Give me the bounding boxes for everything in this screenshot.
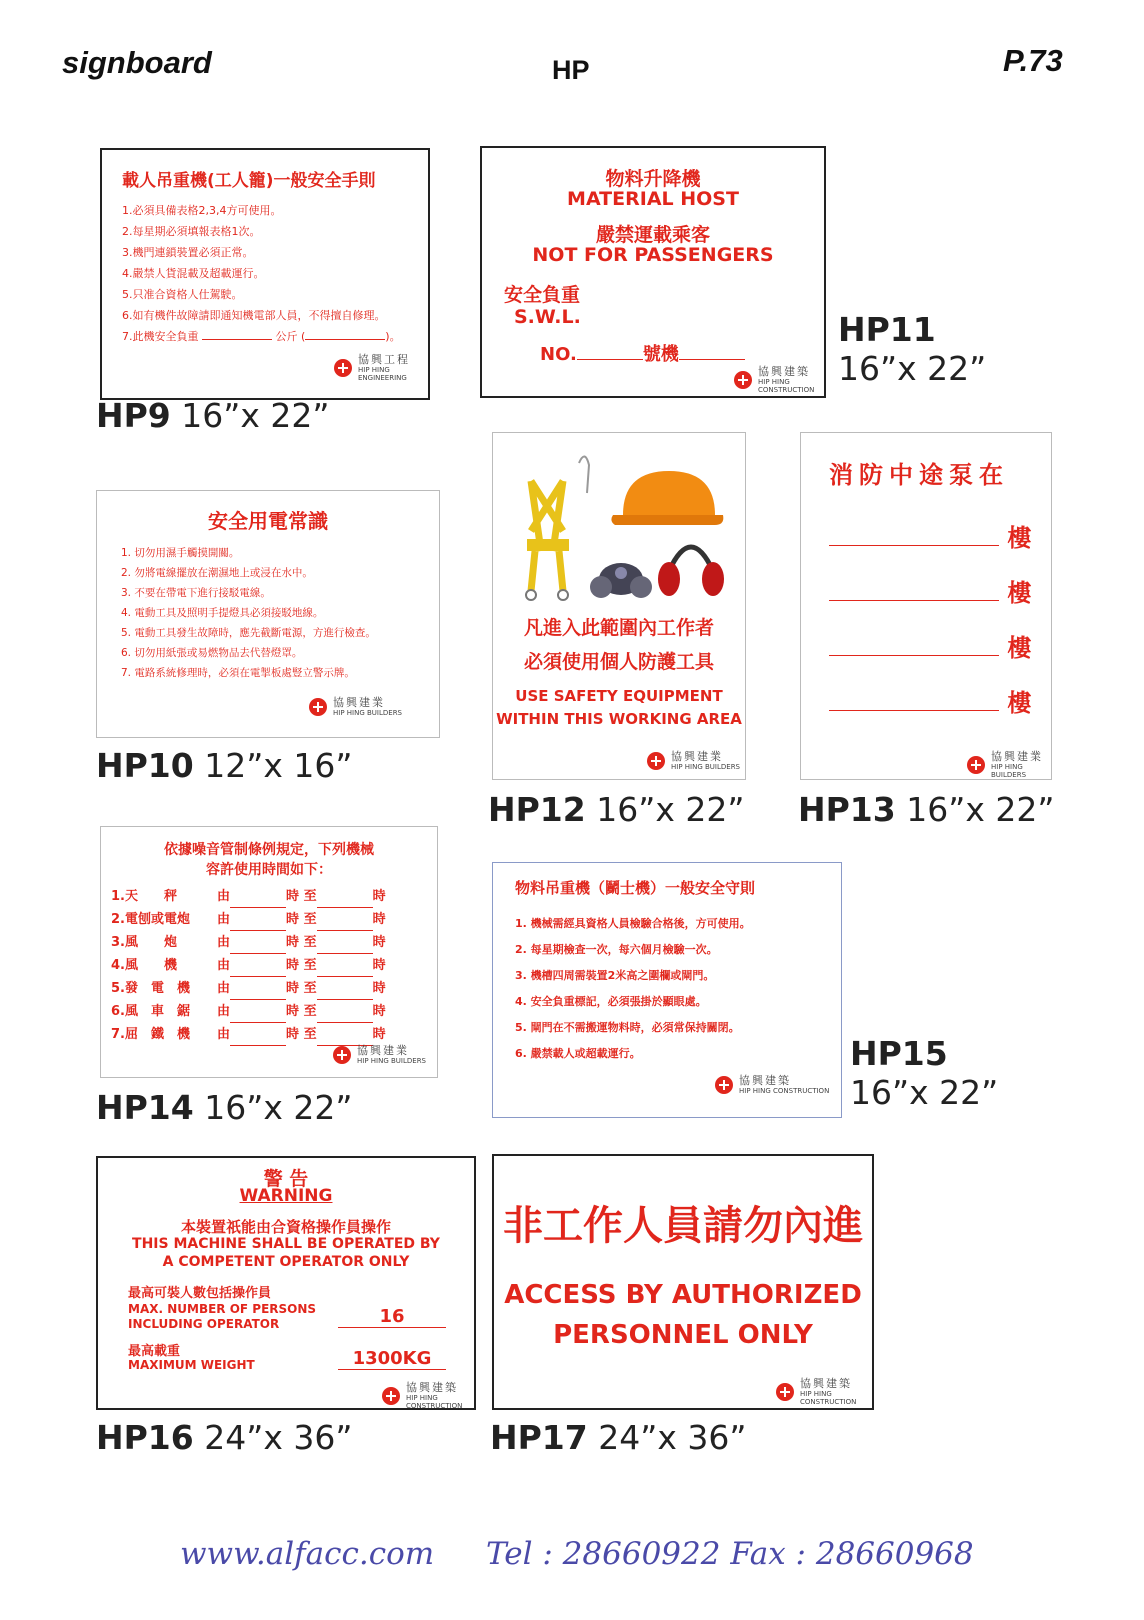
hp11-line5: 安全負重 [504, 284, 581, 306]
caption-size: 16”x 22” [906, 790, 1055, 829]
hp11-line6: S.W.L. [514, 306, 581, 328]
machine-name: 5.發 電 機 [111, 981, 190, 996]
hp16-line4: THIS MACHINE SHALL BE OPERATED BY [132, 1236, 440, 1252]
machine-name: 4.風 機 [111, 958, 177, 973]
logo-icon [967, 756, 985, 774]
hp13-floor-row [829, 621, 1031, 676]
footer-contact: Tel : 28660922 Fax : 28660968 [486, 1536, 974, 1572]
hp10-rules [121, 543, 376, 683]
caption-size: 16”x 22” [850, 1073, 999, 1112]
from-label: 由 [217, 1004, 231, 1019]
company-logo [333, 1045, 426, 1065]
machine-name: 6.風 車 鋸 [111, 1004, 190, 1019]
hp9-rule: 2.每星期必須填報表格1次。 [122, 225, 261, 238]
sign-hp13 [800, 432, 1052, 780]
hp13-floor-rows [829, 511, 1031, 731]
company-logo [967, 751, 1051, 779]
hp15-title: 物料吊重機（鬭士機）一般安全守則 [515, 879, 756, 897]
caption-size: 12”x 16” [204, 746, 353, 785]
hp10-rule: 3. 不要在帶電下進行接駁電線。 [121, 587, 271, 599]
hp16-line6: 最高可裝人數包括操作員 [128, 1286, 272, 1301]
hp14-machine-row [111, 977, 386, 1000]
from-label: 由 [217, 1027, 231, 1042]
hp13-floor-row [829, 676, 1031, 731]
to-label: 至 [303, 1004, 317, 1019]
hour-label: 時 [372, 1027, 386, 1042]
hp16-line10: MAXIMUM WEIGHT [128, 1358, 255, 1372]
header-left: signboard [62, 45, 212, 80]
hp11-line2: MATERIAL HOST [567, 188, 739, 210]
caption-size: 16”x 22” [838, 349, 987, 388]
hp16-warning-cn: 警 告 [263, 1168, 309, 1190]
logo-cn: 協興建業 [991, 750, 1043, 763]
hour-label: 時 [286, 981, 300, 996]
hard-hat-icon [611, 471, 723, 525]
company-logo [309, 697, 402, 717]
to-label: 至 [303, 889, 317, 904]
caption-hp16 [96, 1418, 352, 1457]
logo-icon [334, 359, 352, 377]
to-label: 至 [303, 1027, 317, 1042]
hour-label: 時 [286, 1004, 300, 1019]
floor-label: 樓 [1007, 524, 1032, 552]
logo-cn: 協興建業 [357, 1044, 409, 1057]
hour-label: 時 [372, 1004, 386, 1019]
floor-label: 樓 [1007, 689, 1032, 717]
company-logo [776, 1378, 872, 1406]
hp9-title: 載人吊重機(工人籠)一般安全手則 [122, 171, 376, 191]
floor-label: 樓 [1007, 579, 1032, 607]
hour-label: 時 [286, 1027, 300, 1042]
caption-code: HP14 [96, 1088, 194, 1127]
logo-cn: 協興建築 [758, 365, 810, 378]
hp9-rule-7 [122, 326, 401, 347]
caption-code: HP9 [96, 396, 171, 435]
hp13-title: 消防中途泵在 [829, 461, 1009, 489]
hp14-machine-row [111, 1000, 386, 1023]
company-logo [382, 1382, 474, 1410]
to-label: 至 [303, 981, 317, 996]
hp10-rule: 7. 電路系統修理時，必須在電掣板處豎立警示牌。 [121, 667, 355, 679]
hp15-rule: 5. 閘門在不需搬運物料時，必須常保持關閉。 [515, 1021, 740, 1034]
hp14-machine-row [111, 908, 386, 931]
logo-icon [715, 1076, 733, 1094]
caption-code: HP13 [798, 790, 896, 829]
hour-label: 時 [372, 935, 386, 950]
machine-name: 7.屈 鐵 機 [111, 1027, 190, 1042]
sign-hp10 [96, 490, 440, 738]
from-label: 由 [217, 889, 231, 904]
safety-harness-icon [526, 456, 589, 600]
caption-code: HP16 [96, 1418, 194, 1457]
caption-code: HP10 [96, 746, 194, 785]
hour-label: 時 [372, 889, 386, 904]
caption-hp11 [838, 310, 986, 388]
caption-code: HP15 [850, 1034, 948, 1073]
page-number: P.73 [1003, 43, 1063, 78]
hp16-line5: A COMPETENT OPERATOR ONLY [162, 1254, 410, 1270]
logo-en: HIP HING BUILDERS [333, 709, 402, 717]
company-logo [647, 751, 740, 771]
from-label: 由 [217, 935, 231, 950]
hp17-en2: PERSONNEL ONLY [553, 1320, 813, 1350]
machine-name: 1.天 秤 [111, 889, 177, 904]
footer-website[interactable]: www.alfacc.com [180, 1536, 435, 1572]
ppe-illustration [501, 441, 739, 611]
hour-label: 時 [372, 912, 386, 927]
logo-en: HIP HING BUILDERS [357, 1057, 426, 1065]
caption-hp15 [850, 1034, 998, 1112]
caption-code: HP11 [838, 310, 936, 349]
caption-code: HP17 [490, 1418, 588, 1457]
logo-en: HIP HING CONSTRUCTION [406, 1394, 463, 1410]
logo-en: HIP HING ENGINEERING [358, 366, 407, 382]
from-label: 由 [217, 912, 231, 927]
hp13-floor-row [829, 566, 1031, 621]
hp14-machine-list [111, 885, 386, 1046]
hour-label: 時 [286, 958, 300, 973]
logo-en: HIP HING BUILDERS [991, 763, 1027, 779]
sign-hp9 [100, 148, 430, 400]
machine-name: 2.電刨或電炮 [111, 912, 190, 927]
logo-en: HIP HING CONSTRUCTION [800, 1390, 857, 1406]
logo-en: HIP HING CONSTRUCTION [758, 378, 815, 394]
sign-hp15 [492, 862, 842, 1118]
hp16-warning-en: WARNING [239, 1186, 333, 1206]
hour-label: 時 [286, 889, 300, 904]
caption-size: 24”x 36” [204, 1418, 353, 1457]
hour-label: 時 [286, 935, 300, 950]
hp13-floor-row [829, 511, 1031, 566]
logo-cn: 協興建築 [739, 1074, 791, 1087]
caption-size: 16”x 22” [181, 396, 330, 435]
hp12-cn1: 凡進入此範圍內工作者 [523, 617, 714, 639]
hp11-number-row [540, 340, 745, 366]
hp11-no-suffix: 號機 [642, 344, 679, 365]
hp14-machine-row [111, 885, 386, 908]
hour-label: 時 [372, 981, 386, 996]
hp16-max-persons-value: 16 [338, 1306, 446, 1328]
hp14-title2: 容許使用時間如下： [206, 862, 332, 878]
hp15-rule: 1. 機械需經具資格人員檢驗合格後，方可使用。 [515, 917, 751, 930]
hp9-rule7-b: 公斤 ( [275, 330, 306, 343]
hp10-rule: 4. 電動工具及照明手提燈具必須接駁地線。 [121, 607, 324, 619]
hp10-rule: 1. 切勿用濕手觸摸開關。 [121, 547, 240, 559]
hp14-machine-row [111, 1023, 386, 1046]
to-label: 至 [303, 958, 317, 973]
respirator-icon [590, 563, 652, 598]
hp9-rule: 5.只准合資格人仕駕駛。 [122, 288, 243, 301]
logo-icon [734, 371, 752, 389]
company-logo [334, 354, 428, 382]
hp12-en1: USE SAFETY EQUIPMENT [515, 687, 723, 705]
hour-label: 時 [372, 958, 386, 973]
hp16-line9: 最高載重 [128, 1344, 181, 1359]
hp16-max-weight-value: 1300KG [338, 1348, 446, 1370]
to-label: 至 [303, 935, 317, 950]
hp11-line1: 物料升降機 [605, 168, 701, 190]
logo-icon [776, 1383, 794, 1401]
logo-cn: 協興建築 [800, 1377, 852, 1390]
hp14-machine-row [111, 931, 386, 954]
sign-hp14 [100, 826, 438, 1078]
caption-hp10 [96, 746, 352, 785]
hp15-rules [515, 911, 751, 1067]
caption-hp13 [798, 790, 1054, 829]
logo-cn: 協興建築 [406, 1381, 458, 1394]
logo-icon [333, 1046, 351, 1064]
ear-muffs-icon [658, 547, 724, 596]
hp17-en1: ACCESS BY AUTHORIZED [504, 1280, 862, 1310]
hp15-rule: 4. 安全負重標記，必須張掛於顯眼處。 [515, 995, 707, 1008]
hp11-line3: 嚴禁運載乘客 [595, 224, 710, 246]
hp16-line3: 本裝置祇能由合資格操作員操作 [180, 1218, 391, 1236]
caption-hp12 [488, 790, 744, 829]
hp16-line7: MAX. NUMBER OF PERSONS [128, 1302, 317, 1316]
from-label: 由 [217, 981, 231, 996]
sign-hp16 [96, 1156, 476, 1410]
sign-hp17 [492, 1154, 874, 1410]
hp9-rule: 1.必須具備表格2,3,4方可使用。 [122, 204, 282, 217]
hp14-machine-row [111, 954, 386, 977]
hp9-rules [122, 200, 401, 347]
header-center: HP [552, 55, 590, 85]
hour-label: 時 [286, 912, 300, 927]
to-label: 至 [303, 912, 317, 927]
hp15-rule: 6. 嚴禁載人或超載運行。 [515, 1047, 641, 1060]
company-logo [715, 1075, 829, 1095]
caption-size: 24”x 36” [598, 1418, 747, 1457]
logo-en: HIP HING BUILDERS [671, 763, 740, 771]
hp9-rule: 6.如有機件故障請即通知機電部人員，不得擅自修理。 [122, 309, 386, 322]
hp12-en2: WITHIN THIS WORKING AREA [496, 710, 742, 728]
hp11-line4: NOT FOR PASSENGERS [532, 244, 774, 266]
hp9-rule7-a: 7.此機安全負重 [122, 330, 199, 343]
hp17-cn: 非工作人員請勿內進 [503, 1203, 863, 1249]
logo-icon [382, 1387, 400, 1405]
from-label: 由 [217, 958, 231, 973]
hp10-rule: 2. 勿將電線擺放在潮濕地上或浸在水中。 [121, 567, 313, 579]
hp9-rule7-c: )。 [385, 330, 401, 343]
machine-name: 3.風 炮 [111, 935, 177, 950]
caption-hp14 [96, 1088, 352, 1127]
logo-icon [309, 698, 327, 716]
hp10-title: 安全用電常識 [208, 509, 328, 533]
caption-size: 16”x 22” [596, 790, 745, 829]
logo-cn: 協興建業 [333, 696, 385, 709]
company-logo [734, 366, 824, 394]
caption-code: HP12 [488, 790, 586, 829]
hp9-rule: 3.機門連鎖裝置必須正常。 [122, 246, 254, 259]
sign-hp12 [492, 432, 746, 780]
hp11-no-label: NO. [540, 344, 577, 365]
logo-cn: 協興工程 [358, 353, 410, 366]
hp9-rule: 4.嚴禁人貨混載及超載運行。 [122, 267, 265, 280]
logo-icon [647, 752, 665, 770]
logo-cn: 協興建業 [671, 750, 723, 763]
floor-label: 樓 [1007, 634, 1032, 662]
hp12-cn2: 必須使用個人防護工具 [523, 651, 714, 673]
hp15-rule: 2. 每星期檢查一次，每六個月檢驗一次。 [515, 943, 718, 956]
hp14-title1: 依據噪音管制條例規定，下列機械 [164, 842, 374, 858]
hp10-rule: 5. 電動工具發生故障時，應先截斷電源，方進行檢查。 [121, 627, 376, 639]
sign-hp11 [480, 146, 826, 398]
hp16-line8: INCLUDING OPERATOR [128, 1317, 280, 1331]
hp10-rule: 6. 切勿用紙張或易燃物品去代替燈罩。 [121, 647, 303, 659]
hp15-rule: 3. 機槽四周需裝置2米高之圍欄或閘門。 [515, 969, 715, 982]
caption-hp17 [490, 1418, 746, 1457]
caption-hp9 [96, 396, 329, 435]
caption-size: 16”x 22” [204, 1088, 353, 1127]
logo-en: HIP HING CONSTRUCTION [739, 1087, 830, 1095]
